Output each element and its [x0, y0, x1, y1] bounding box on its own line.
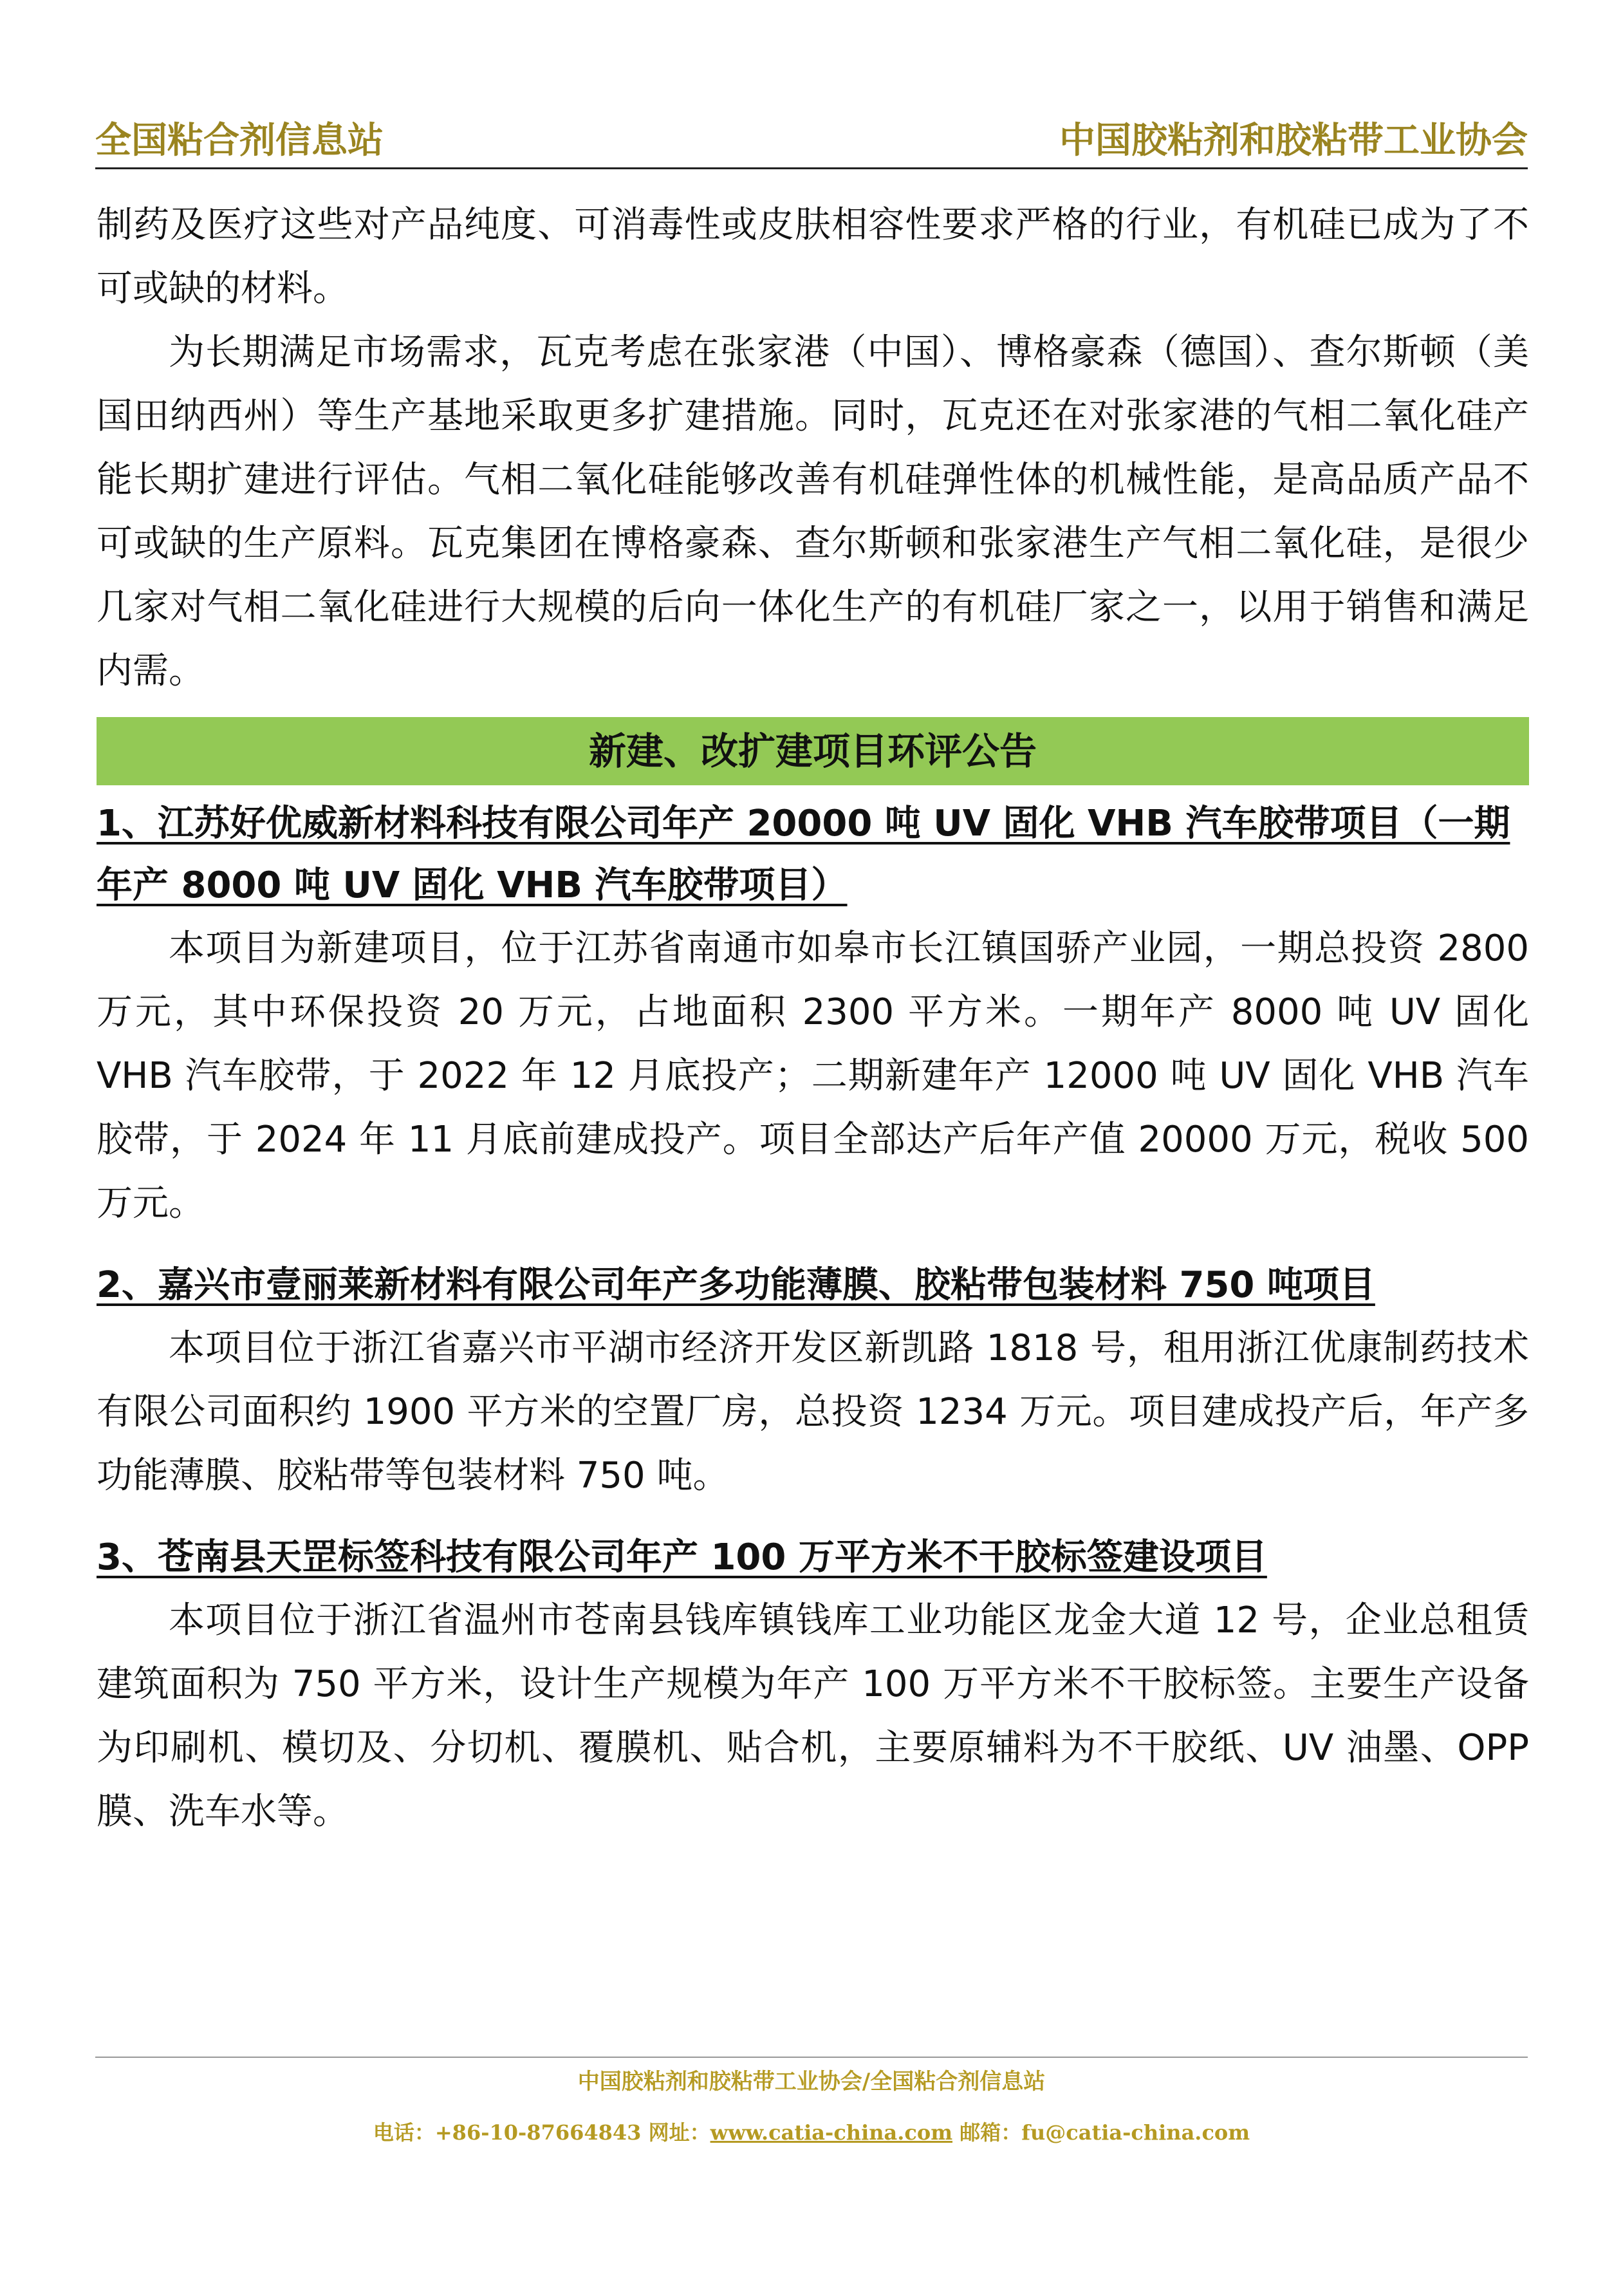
item-title-3-text: 3、苍南县天罡标签科技有限公司年产 100 万平方米不干胶标签建设项目	[97, 1536, 1267, 1578]
item-body-2: 本项目位于浙江省嘉兴市平湖市经济开发区新凯路 1818 号，租用浙江优康制药技术有限公司面积约 1900 平方米的空置厂房，总投资 1234 万元。项目建成投产后，年产多功能薄膜、胶粘带等包装材料 750 吨。	[97, 1327, 1529, 1497]
intro-paragraph-1: 制药及医疗这些对产品纯度、可消毒性或皮肤相容性要求严格的行业，有机硅已成为了不可或缺的材料。	[97, 204, 1529, 310]
item-title-2-text: 2、嘉兴市壹丽莱新材料有限公司年产多功能薄膜、胶粘带包装材料 750 吨项目	[97, 1264, 1375, 1306]
item-title-1-text: 1、江苏好优威新材料科技有限公司年产 20000 吨 UV 固化 VHB 汽车胶带项目（一期年产 8000 吨 UV 固化 VHB 汽车胶带项目）	[97, 803, 1510, 906]
footer-email: 邮箱：fu@catia-china.com	[952, 2120, 1250, 2145]
intro-paragraph-2: 为长期满足市场需求，瓦克考虑在张家港（中国）、博格豪森（德国）、查尔斯顿（美国田纳西州）等生产基地采取更多扩建措施。同时，瓦克还在对张家港的气相二氧化硅产能长期扩建进行评估。气相二氧化硅能够改善有机硅弹性体的机械性能，是高品质产品不可或缺的生产原料。瓦克集团在博格豪森、查尔斯顿和张家港生产气相二氧化硅，是很少几家对气相二氧化硅进行大规模的后向一体化生产的有机硅厂家之一，以用于销售和满足内需。	[97, 331, 1529, 692]
page-footer	[95, 2057, 1528, 2145]
footer-website-link[interactable]: www.catia-china.com	[710, 2120, 953, 2145]
header-site-name: 全国粘合剂信息站	[95, 119, 384, 162]
section-title: 新建、改扩建项目环评公告	[588, 729, 1037, 773]
page-header	[95, 116, 1528, 169]
section-banner	[97, 717, 1529, 785]
item-title-3	[97, 1527, 1529, 1589]
header-association-name: 中国胶粘剂和胶粘带工业协会	[1059, 119, 1528, 162]
item-title-2	[97, 1255, 1529, 1316]
item-body-3: 本项目位于浙江省温州市苍南县钱库镇钱库工业功能区龙金大道 12 号，企业总租赁建筑面积为 750 平方米，设计生产规模为年产 100 万平方米不干胶标签。主要生产设备为印刷机、模切及、分切机、覆膜机、贴合机，主要原辅料为不干胶纸、UV 油墨、OPP 膜、洗车水等。	[97, 1600, 1529, 1833]
page-content	[97, 193, 1529, 1843]
item-body-1: 本项目为新建项目，位于江苏省南通市如皋市长江镇国骄产业园，一期总投资 2800 万元，其中环保投资 20 万元，占地面积 2300 平方米。一期年产 8000 吨 UV 固化 VHB 汽车胶带，于 2022 年 12 月底投产；二期新建年产 12000 吨 UV 固化 VHB 汽车胶带，于 2024 年 11 月底前建成投产。项目全部达产后年产值 20000 万元，税收 500 万元。	[97, 928, 1529, 1224]
footer-contact	[95, 2117, 1528, 2148]
footer-phone: 电话：+86-10-87664843 网址：	[373, 2120, 710, 2145]
item-title-1	[97, 793, 1529, 917]
footer-organization: 中国胶粘剂和胶粘带工业协会/全国粘合剂信息站	[577, 2069, 1046, 2095]
